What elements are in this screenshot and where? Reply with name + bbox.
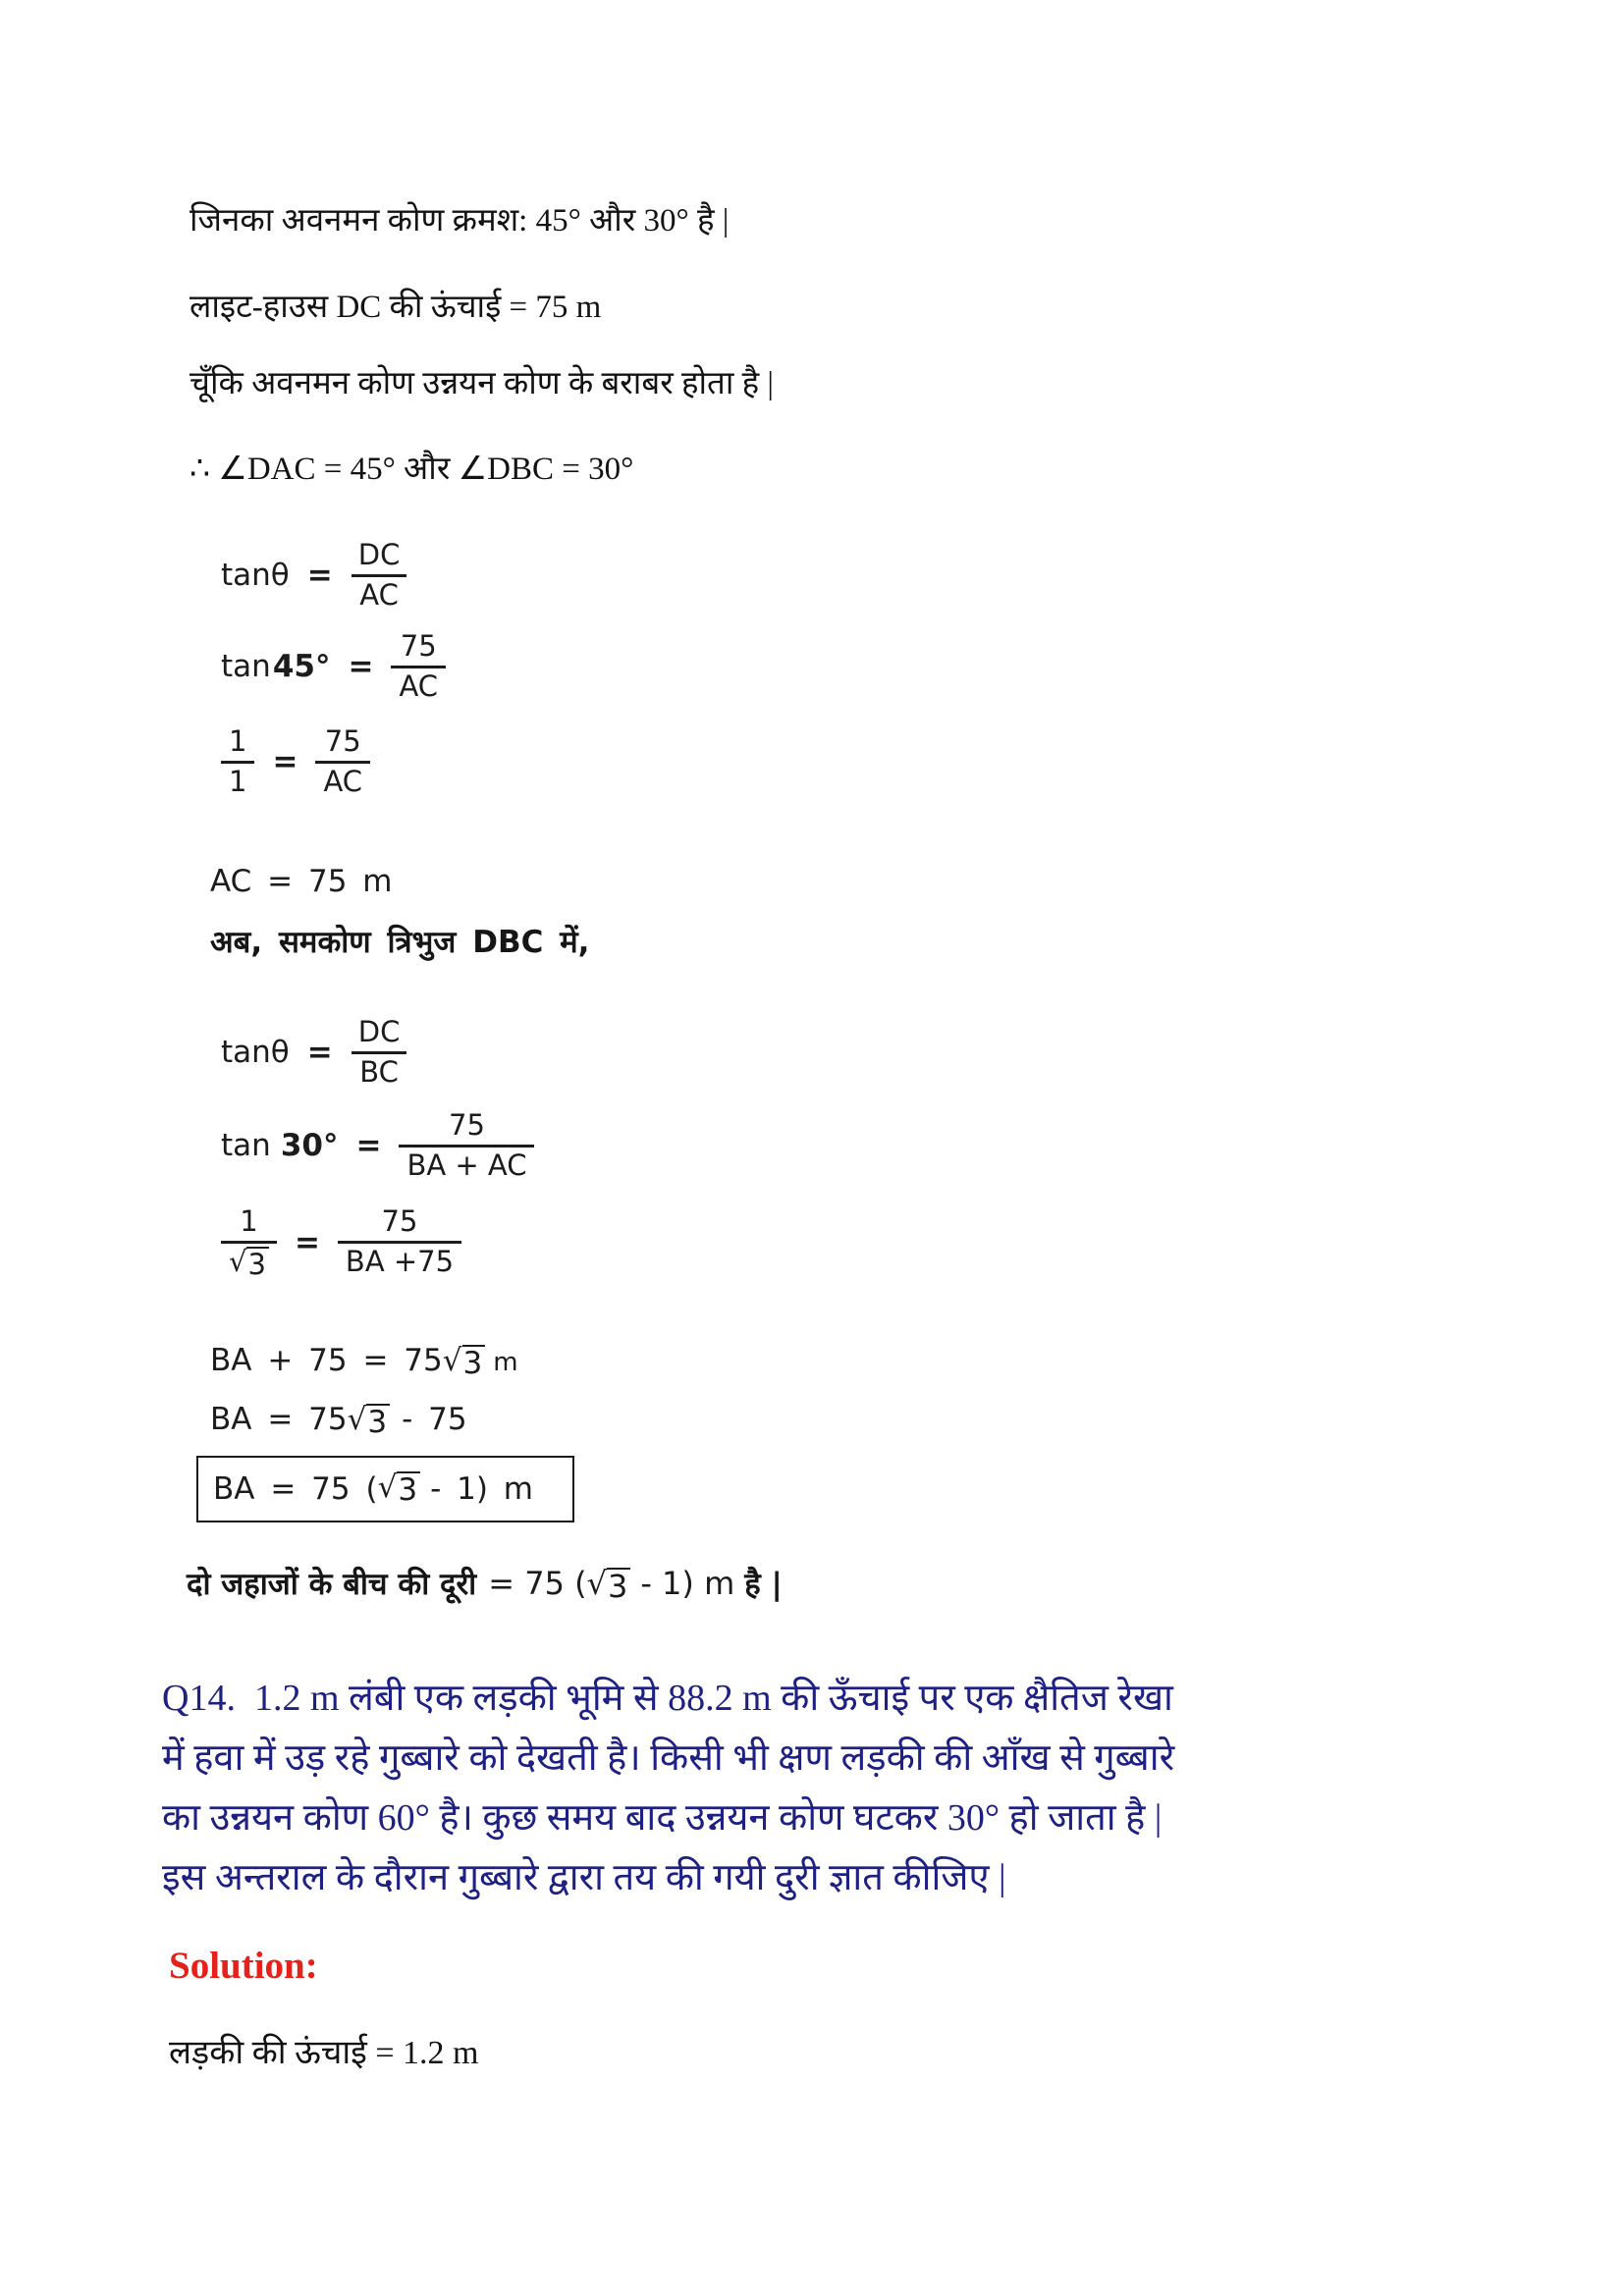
- square-root: [229, 1244, 269, 1281]
- fraction-numerator: 75: [449, 1108, 485, 1142]
- line-depression-equals-elevation: चूँकि अवनमन कोण उन्नयन कोण के बराबर होता है |: [189, 366, 774, 401]
- eq-tan30: [221, 1107, 534, 1184]
- q14-line-3: का उन्नयन कोण 60° है। कुछ समय बाद उन्नयन कोण घटकर 30° हो जाता है |: [162, 1797, 1163, 1839]
- expression-tail: - 75: [402, 1402, 467, 1437]
- tan-function: tan: [221, 649, 271, 685]
- eq-tan45: [221, 628, 446, 705]
- fraction-lhs: [221, 1203, 277, 1281]
- eq-tan-theta-dc-bc: [221, 1014, 407, 1091]
- fraction-numerator: 1: [229, 724, 247, 758]
- radical-sign: √: [347, 1402, 367, 1437]
- fraction-numerator: DC: [357, 1015, 401, 1048]
- distance-suffix: है |: [744, 1567, 783, 1602]
- boxed-ba-result: [196, 1456, 574, 1522]
- equals-sign: =: [294, 1224, 320, 1260]
- eq-lhs: tanθ: [221, 1035, 290, 1071]
- q14-line-2: में हवा में उड़ रहे गुब्बारे को देखती है। किसी भी क्षण लड़की की आँख से गुब्बारे: [162, 1737, 1175, 1779]
- fraction: [399, 1107, 534, 1184]
- equals-sign: =: [272, 744, 298, 780]
- line-girl-height: लड़की की ऊंचाई = 1.2 m: [169, 2035, 479, 2071]
- q14-line-4: इस अन्तराल के दौरान गुब्बारे द्वारा तय की गयी दुरी ज्ञात कीजिए |: [162, 1857, 1006, 1898]
- line-lighthouse-height: लाइट-हाउस DC की ऊंचाई = 75 m: [189, 290, 602, 325]
- ac-result-text: AC = 75 m: [210, 864, 393, 899]
- eq-one-over-one: [221, 723, 370, 800]
- line-ba-value: [210, 1402, 467, 1439]
- distance-value-pre: = 75 (: [488, 1565, 587, 1602]
- radicand: 3: [246, 1247, 268, 1279]
- radicand: 3: [397, 1471, 420, 1507]
- radicand: 3: [462, 1345, 486, 1380]
- fraction-denominator: BA + AC: [399, 1145, 534, 1185]
- solution-heading: Solution:: [169, 1945, 318, 1987]
- q14-line-1: Q14. 1.2 m लंबी एक लड़की भूमि से 88.2 m की ऊँचाई पर एक क्षैतिज रेखा: [162, 1678, 1173, 1719]
- fraction: [351, 1014, 408, 1091]
- expression-text: BA + 75 = 75: [210, 1343, 443, 1378]
- eq-lhs: [221, 1128, 338, 1163]
- fraction-denominator: BC: [352, 1051, 406, 1092]
- line-angle-values: ∴ ∠DAC = 45° और ∠DBC = 30°: [189, 452, 634, 487]
- fraction-denominator: [221, 1241, 277, 1281]
- fraction-denominator: AC: [352, 574, 406, 614]
- square-root: [378, 1471, 421, 1507]
- fraction-numerator: 75: [400, 629, 437, 663]
- fraction-denominator: AC: [315, 761, 370, 801]
- distance-label: दो जहाजों के बीच की दूरी: [187, 1567, 477, 1602]
- line-depression-angles: जिनका अवनमन कोण क्रमश: 45° और 30° है |: [189, 203, 730, 239]
- tan-argument: 30°: [280, 1128, 339, 1164]
- question-14: [162, 1669, 1478, 1908]
- fraction-denominator: AC: [391, 666, 446, 706]
- fraction-denominator: BA +75: [338, 1241, 461, 1281]
- eq-one-over-sqrt3: [221, 1203, 461, 1281]
- unit-text: m: [493, 1348, 518, 1377]
- fraction-numerator: 1: [240, 1204, 258, 1238]
- square-root: [586, 1565, 631, 1605]
- expression-tail: - 1) m: [430, 1471, 533, 1507]
- equals-sign: =: [348, 649, 374, 685]
- fraction: [351, 537, 408, 614]
- radicand: 3: [366, 1404, 390, 1439]
- radical-sign: √: [586, 1565, 607, 1602]
- fraction-lhs: [221, 723, 254, 800]
- fraction-numerator: DC: [357, 538, 401, 571]
- radical-sign: √: [442, 1343, 462, 1378]
- expression-text: BA = 75 (: [213, 1471, 378, 1507]
- right-triangle-text: अब, समकोण त्रिभुज DBC में,: [210, 925, 590, 960]
- fraction-numerator: 75: [324, 724, 361, 758]
- radical-sign: √: [377, 1469, 398, 1506]
- equals-sign: =: [306, 558, 333, 594]
- fraction-numerator: 75: [381, 1204, 418, 1239]
- square-root: [348, 1404, 391, 1439]
- fraction: [391, 628, 446, 705]
- tan-argument: 45°: [272, 649, 331, 685]
- square-root: [443, 1345, 486, 1380]
- eq-lhs: tanθ: [221, 558, 290, 594]
- line-right-triangle-dbc: [210, 921, 589, 962]
- radicand: 3: [607, 1568, 630, 1604]
- line-ships-distance: [187, 1563, 783, 1604]
- radical-sign: √: [229, 1244, 247, 1278]
- eq-tan-theta-dc-ac: [221, 537, 407, 614]
- equals-sign: =: [306, 1035, 333, 1071]
- fraction-rhs: [338, 1203, 461, 1280]
- equals-sign: =: [355, 1128, 382, 1164]
- expression-text: BA = 75: [210, 1402, 348, 1437]
- eq-lhs: [221, 649, 330, 684]
- tan-function: tan: [221, 1128, 271, 1164]
- distance-value-post: - 1) m: [640, 1565, 735, 1602]
- line-ba-plus-75: [210, 1343, 518, 1380]
- line-ac-result: [210, 864, 393, 899]
- fraction-rhs: [315, 723, 370, 800]
- fraction-denominator: 1: [221, 761, 254, 801]
